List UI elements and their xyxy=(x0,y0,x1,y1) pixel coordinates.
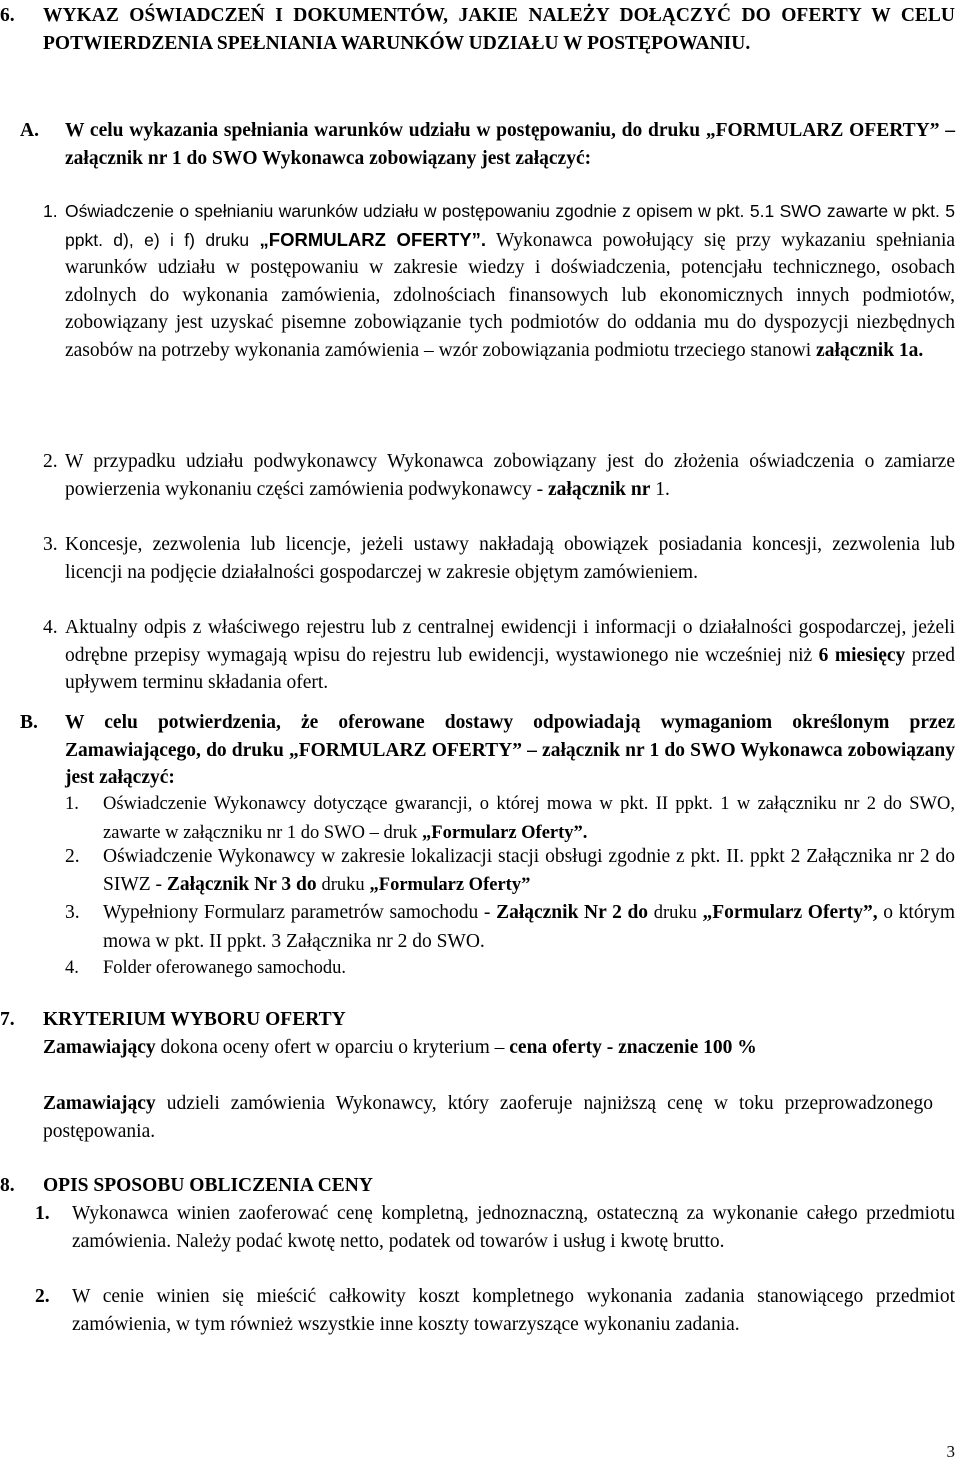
b3-text-2: o którym mowa w pkt. II ppkt. 3 Załącznika nr 2 do SWO. xyxy=(103,902,955,952)
b3-druku: druku xyxy=(653,903,697,923)
s7-p1-subject: Zamawiający xyxy=(43,1037,156,1058)
b1-text: Oświadczenie Wykonawcy dotyczące gwarancji, o której mowa w pkt. II ppkt. 1 w załączniku nr 2 do SWO, zawarte w załączniku nr 1 do SWO – druk xyxy=(103,794,955,843)
a1-text: Wykonawca powołujący się przy wykazaniu spełniania warunków udziału w postępowaniu w zakresie wiedzy i doświadczenia, potencjału technicznego, osobach zdolnych do wykonania zamówienia, zdolnościach finansowych lub ekonomicznych innych podmiotów, zobowiązany jest uzyskać pisemne zobowiązanie tych podmiotów do oddania mu do dyspozycji niezbędnych zasobów na potrzeby wykonania zamówienia – wzór zobowiązania podmiotu trzeciego stanowi xyxy=(65,229,956,361)
a4-text-b: przed upływem terminu składania ofert. xyxy=(65,644,956,693)
a3-number: 3. xyxy=(43,534,58,555)
section-8-title: OPIS SPOSOBU OBLICZENIA CENY xyxy=(43,1175,373,1196)
a1-formularz: „FORMULARZ OFERTY”. xyxy=(259,228,486,250)
b3-formularz: „Formularz Oferty”, xyxy=(702,902,878,923)
s8-item-2-text: W cenie winien się mieścić całkowity koszt kompletnego wykonania zadania stanowiącego przedmiot zamówienia, w tym również wszystkie inne koszty towarzyszące wykonaniu zadania. xyxy=(72,1286,955,1335)
b1-item xyxy=(103,790,955,848)
b3-text: Wypełniony Formularz parametrów samochodu - xyxy=(103,902,491,923)
a2-tail: 1. xyxy=(655,478,670,500)
a1-item xyxy=(65,198,955,364)
part-a-intro: W celu wykazania spełniania warunków udziału w postępowaniu, do druku „FORMULARZ OFERTY” – załącznik nr 1 do SWO Wykonawca zobowiązany jest załączyć: xyxy=(65,120,955,169)
a1-sans-text: Oświadczenie o spełnianiu warunków udziału w postępowaniu zgodnie z opisem w pkt. 5.1 SWO zawarte w pkt. 5 ppkt. d), e) i f) druku xyxy=(65,201,955,250)
part-a-letter: A. xyxy=(20,120,39,141)
b4-number: 4. xyxy=(65,958,79,978)
part-b-intro: W celu potwierdzenia, że oferowane dostawy odpowiadają wymaganiom określonym przez Zamawiającego, do druku „FORMULARZ OFERTY” – załącznik nr 1 do SWO Wykonawca zobowiązany jest załączyć: xyxy=(65,712,955,788)
part-b-letter: B. xyxy=(20,712,38,733)
a4-text-a: Aktualny odpis z właściwego rejestru lub z centralnej ewidencji i informacji o działalności gospodarczej, jeżeli odrębne przepisy wymagają wpisu do rejestru lub ewidencji, wystawionego nie wcześniej niż xyxy=(65,617,955,666)
b2-text: Oświadczenie Wykonawcy w zakresie lokalizacji stacji obsługi zgodnie z pkt. II. ppkt 2 Załącznika nr 2 do SIWZ - xyxy=(103,846,955,895)
b3-attachment: Załącznik Nr 2 do xyxy=(496,902,649,923)
b1-number: 1. xyxy=(65,794,79,814)
s7-p2-subject: Zamawiający xyxy=(43,1093,156,1114)
b2-attachment: Załącznik Nr 3 do xyxy=(166,873,317,895)
section-6-number: 6. xyxy=(0,5,15,26)
b3-item xyxy=(103,899,955,956)
b2-item xyxy=(103,843,955,900)
a1-attachment: załącznik 1a. xyxy=(816,339,924,361)
s8-item-2-number: 2. xyxy=(35,1286,50,1307)
a3-text: Koncesje, zezwolenia lub licencje, jeżeli ustawy nakładają obowiązek posiadania koncesji, zezwolenia lub licencji na podjęcie działalności gospodarczej w zakresie objętym zamówieniem. xyxy=(65,534,955,583)
section-7-paragraph-2 xyxy=(43,1090,933,1145)
section-6-title: WYKAZ OŚWIADCZEŃ I DOKUMENTÓW, JAKIE NALEŻY DOŁĄCZYĆ DO OFERTY W CELU POTWIERDZENIA SPEŁNIANIA WARUNKÓW UDZIAŁU W POSTĘPOWANIU. xyxy=(43,5,955,54)
b2-number: 2. xyxy=(65,846,80,867)
a2-text: W przypadku udziału podwykonawcy Wykonawca zobowiązany jest do złożenia oświadczenia o zamiarze powierzenia wykonaniu części zamówienia podwykonawcy - xyxy=(65,451,955,500)
a4-number: 4. xyxy=(43,617,58,638)
a2-item xyxy=(65,448,955,503)
b1-formularz: „Formularz Oferty”. xyxy=(422,823,588,843)
a4-item xyxy=(65,614,955,697)
page-number: 3 xyxy=(946,1442,955,1461)
a2-number: 2. xyxy=(43,451,58,472)
b3-number: 3. xyxy=(65,902,80,923)
section-7-paragraph-1 xyxy=(43,1034,955,1062)
s7-p1-criterion: cena oferty - znaczenie 100 % xyxy=(509,1037,757,1058)
a2-attachment: załącznik nr xyxy=(548,478,651,500)
s7-p1-text: dokona oceny ofert w oparciu o kryterium – xyxy=(160,1037,505,1058)
b2-formularz: „Formularz Oferty” xyxy=(369,874,531,895)
s7-p2-text: udzieli zamówienia Wykonawcy, który zaoferuje najniższą cenę w toku przeprowadzonego postępowania. xyxy=(43,1093,933,1142)
section-7-title: KRYTERIUM WYBORU OFERTY xyxy=(43,1009,346,1030)
section-8-number: 8. xyxy=(0,1175,15,1196)
a4-months: 6 miesięcy xyxy=(818,644,906,666)
s8-item-1-text: Wykonawca winien zaoferować cenę kompletną, jednoznaczną, ostateczną za wykonanie całego przedmiotu zamówienia. Należy podać kwotę netto, podatek od towarów i usług i kwotę brutto. xyxy=(72,1203,955,1252)
a1-number: 1. xyxy=(43,201,58,221)
section-7-number: 7. xyxy=(0,1009,15,1030)
b2-druku: druku xyxy=(321,874,365,895)
s8-item-1-number: 1. xyxy=(35,1203,50,1224)
b4-text: Folder oferowanego samochodu. xyxy=(103,958,347,978)
